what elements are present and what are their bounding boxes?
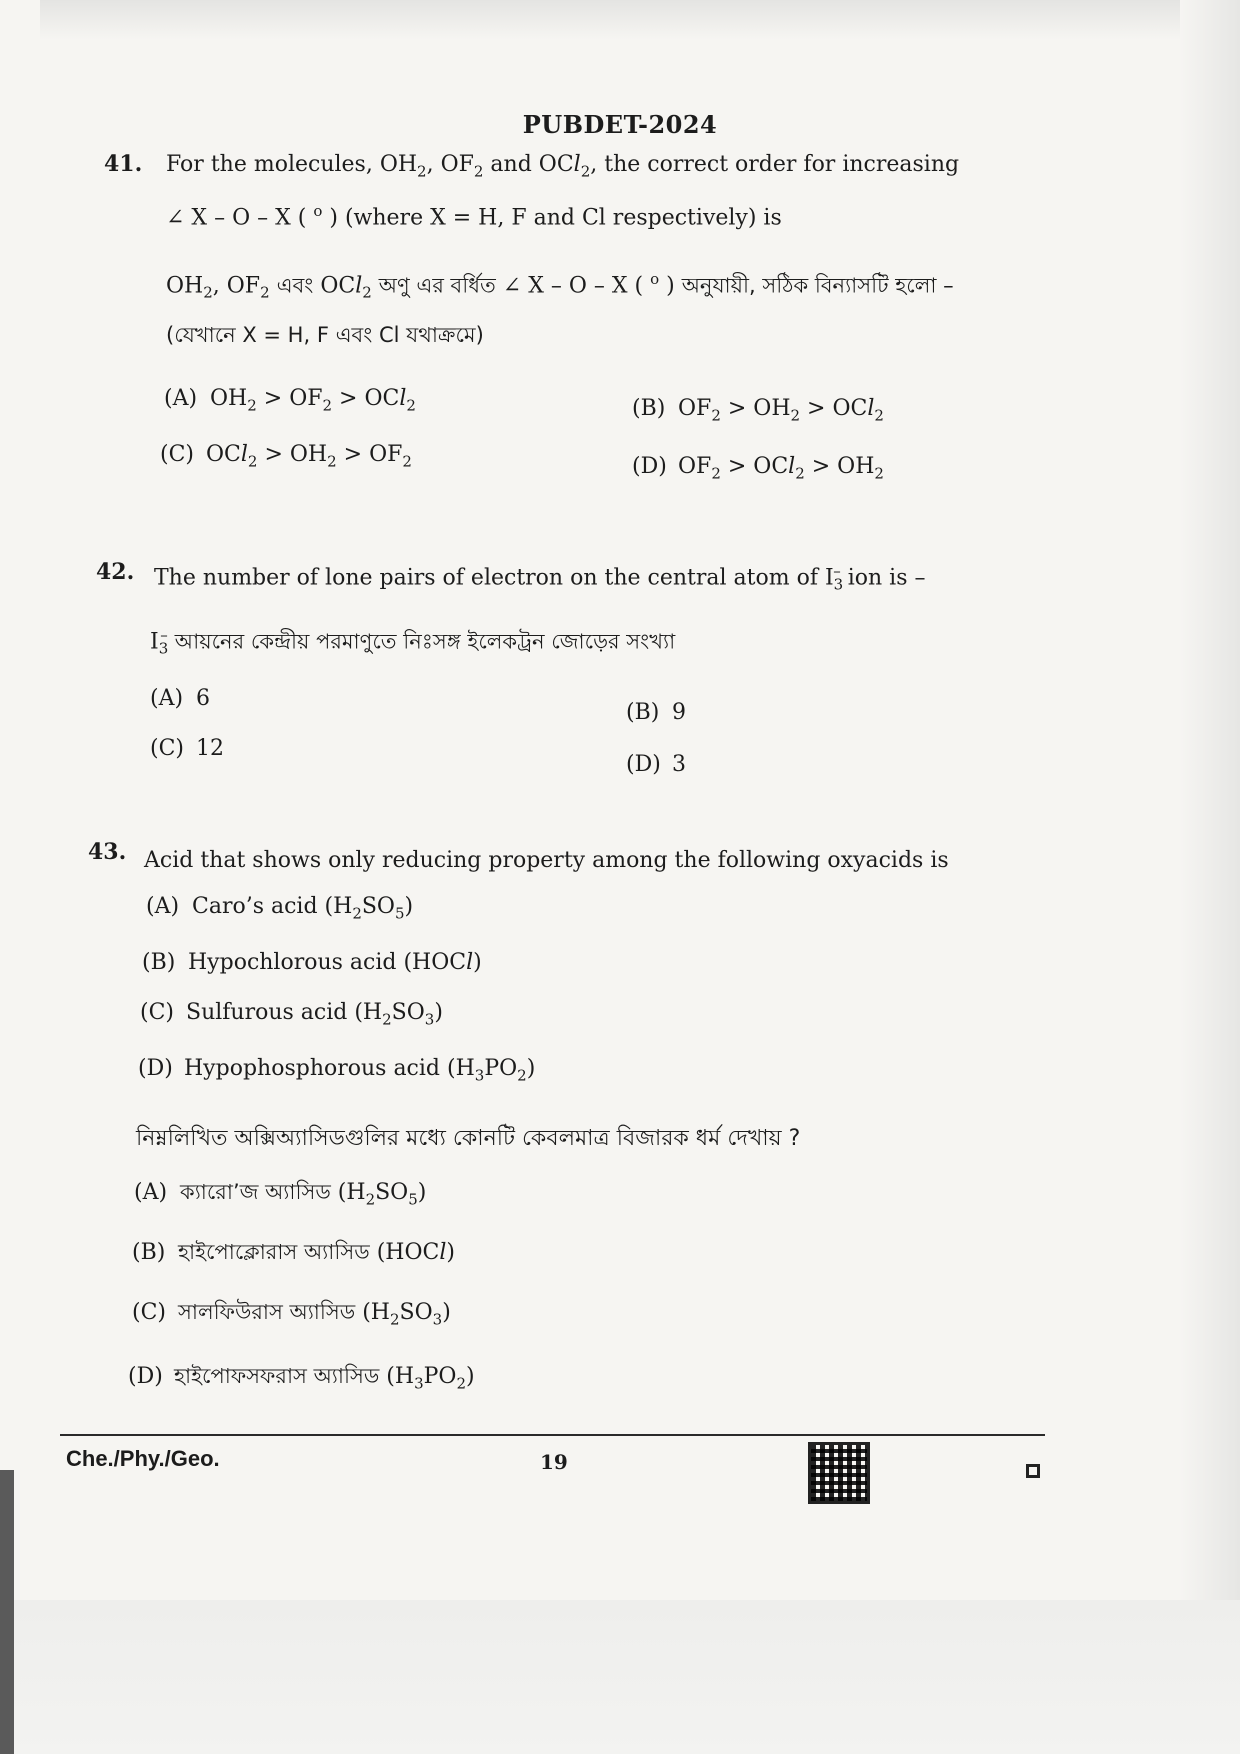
question-text-en-line2: ∠ X – O – X ( $^o$ ) (where X = H, F and Cl respectively) is [166,202,782,231]
bn-option-d: (D) হাইপোফসফরাস অ্যাসিড $(H_3PO_2)$ [128,1364,475,1393]
en-option-b: (B) Hypochlorous acid (HOCl) [142,950,482,975]
page-shadow-right [1180,0,1240,1600]
en-option-a: (A) Caro’s acid $(H_2SO_5)$ [146,894,414,923]
option-a: (A) $OH_2 > OF_2 > OCl_2$ [164,386,416,415]
footer-rule [60,1434,1045,1436]
question-text-en: The number of lone pairs of electron on the central atom of $I_3^-$ ion is – [154,562,926,594]
option-d: (D) $OF_2 > OCl_2 > OH_2$ [632,454,884,483]
qr-code-icon [808,1442,870,1504]
bn-option-a: (A) ক্যারো’জ অ্যাসিড $(H_2SO_5)$ [134,1180,427,1209]
question-number: 42. [96,559,135,585]
page-shadow-top [40,0,1240,40]
question-text-bn: $OH_2$, $OF_2$ এবং OCl$_2$ অণু এর বর্ধিত ∠ X – O – X ( $^o$ ) অনুযায়ী, সঠিক বিন্যাসটি হলো – [166,270,954,302]
en-option-c: (C) Sulfurous acid $(H_2SO_3)$ [140,1000,443,1029]
page-number: 19 [540,1450,568,1474]
question-text-bn: $I_3^-$ আয়নের কেন্দ্রীয় পরমাণুতে নিঃসঙ্গ ইলেকট্রন জোড়ের সংখ্যা [150,626,676,658]
bn-option-c: (C) সালফিউরাস অ্যাসিড $(H_2SO_3)$ [132,1300,451,1329]
question-text-en: For the molecules, $OH_2$, $OF_2$ and OCl$_2$, the correct order for increasing [166,152,960,181]
question-text-bn: নিম্নলিখিত অক্সিঅ্যাসিডগুলির মধ্যে কোনটি কেবলমাত্র বিজারক ধর্ম দেখায় ? [136,1126,801,1151]
exam-header: PUBDET-2024 [522,110,718,139]
option-c: (C) 12 [150,736,224,761]
footer-subject: Che./Phy./Geo. [66,1446,220,1471]
page-bottom-area [0,1600,1240,1754]
question-number: 43. [88,839,127,865]
en-option-d: (D) Hypophosphorous acid $(H_3PO_2)$ [138,1056,536,1085]
option-c: (C) $OCl_2 > OH_2 > OF_2$ [160,442,412,471]
question-text-en: Acid that shows only reducing property among the following oxyacids is [144,848,949,873]
option-b: (B) 9 [626,700,686,725]
question-number: 41. [104,151,143,177]
question-text-bn-line2: (যেখানে X = H, F এবং Cl যথাক্রমে) [166,323,484,347]
option-d: (D) 3 [626,752,686,777]
bn-option-b: (B) হাইপোক্লোরাস অ্যাসিড (HOCl) [132,1240,455,1265]
option-a: (A) 6 [150,686,210,711]
corner-square-icon [1026,1464,1040,1478]
binding-edge [0,1470,14,1754]
option-b: (B) $OF_2 > OH_2 > OCl_2$ [632,396,884,425]
